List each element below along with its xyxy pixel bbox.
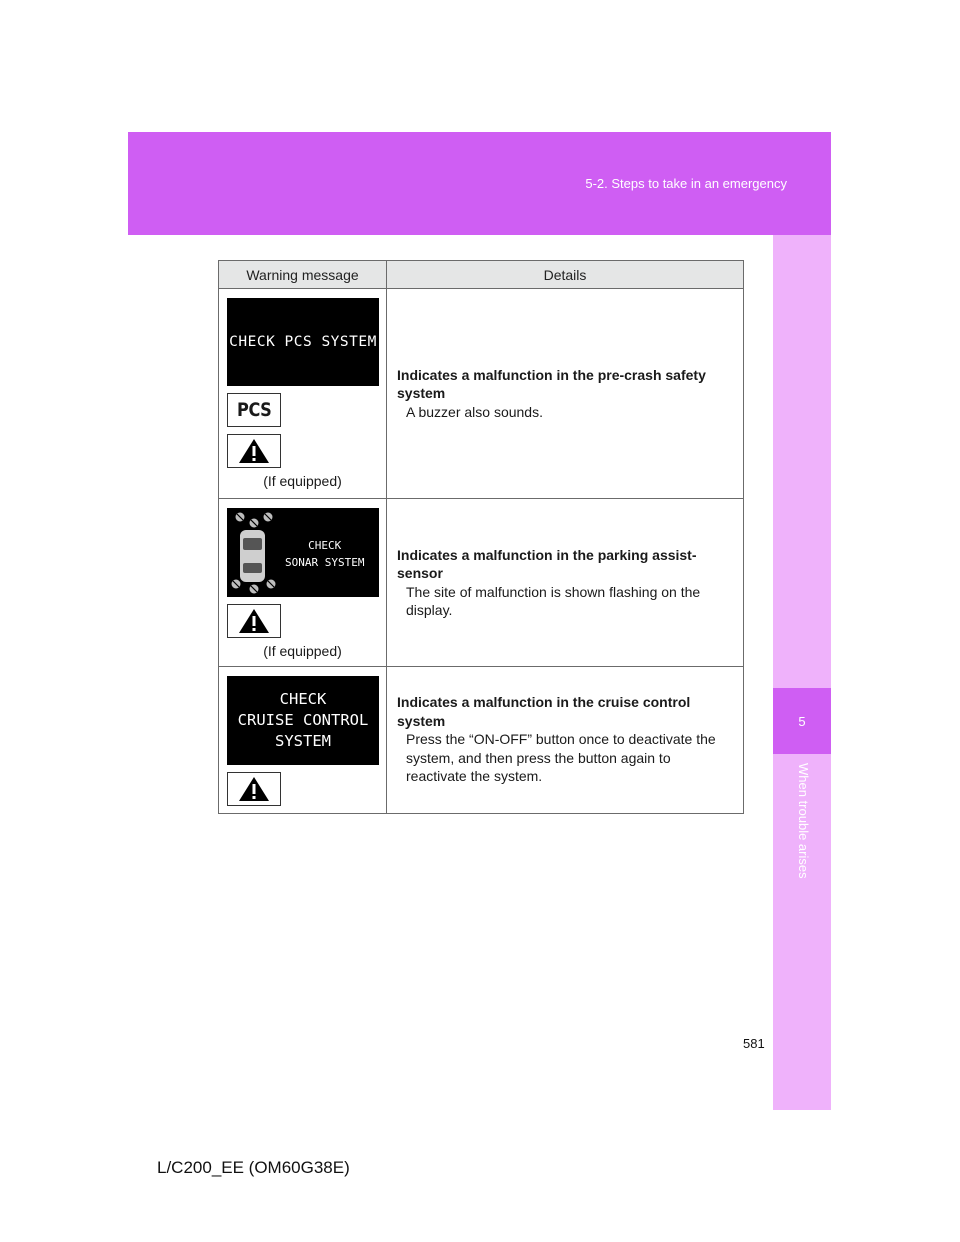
screen-text: CHECK CRUISE CONTROL SYSTEM <box>237 690 369 750</box>
detail-body: The site of malfunction is shown flashing on the display. <box>406 583 701 618</box>
column-header-warning-message: Warning message <box>219 261 387 289</box>
warning-icon <box>227 434 281 468</box>
chapter-side-tab <box>773 235 831 1110</box>
detail-body: A buzzer also sounds. <box>406 403 543 420</box>
chapter-label: When trouble arises <box>796 763 811 879</box>
detail-title: Indicates a malfunction in the pre-crash safety system <box>397 366 706 402</box>
display-screen-pcs <box>227 298 379 386</box>
details-cell <box>387 499 744 667</box>
page-number: 581 <box>743 1036 765 1051</box>
column-header-details: Details <box>387 261 744 289</box>
pcs-icon: PCS <box>227 393 281 427</box>
details-cell <box>387 667 744 814</box>
screen-text: CHECK SONAR SYSTEM <box>285 539 365 569</box>
chapter-header-band <box>128 132 831 235</box>
warning-icon <box>227 772 281 806</box>
table-row <box>219 289 744 499</box>
display-screen-cruise <box>227 676 379 765</box>
table-header-row <box>219 261 744 289</box>
warning-message-cell <box>219 667 387 814</box>
if-equipped-note: (If equipped) <box>263 643 342 659</box>
table-row <box>219 499 744 667</box>
warning-message-table <box>218 260 744 814</box>
section-title: 5-2. Steps to take in an emergency <box>585 176 787 191</box>
detail-title: Indicates a malfunction in the cruise control system <box>397 694 691 729</box>
table-row <box>219 667 744 814</box>
chapter-number: 5 <box>773 688 831 754</box>
detail-title: Indicates a malfunction in the parking assist-sensor <box>397 546 697 581</box>
warning-icon <box>227 604 281 638</box>
details-cell <box>387 289 744 499</box>
detail-body: Press the “ON-OFF” button once to deactivate the system, and then press the button again to reactivate the system. <box>406 731 716 784</box>
warning-message-cell <box>219 289 387 499</box>
screen-text: CHECK PCS SYSTEM <box>229 334 377 350</box>
if-equipped-note: (If equipped) <box>263 473 342 489</box>
document-code: L/C200_EE (OM60G38E) <box>157 1158 350 1177</box>
warning-message-cell <box>219 499 387 667</box>
display-screen-sonar <box>227 508 379 597</box>
